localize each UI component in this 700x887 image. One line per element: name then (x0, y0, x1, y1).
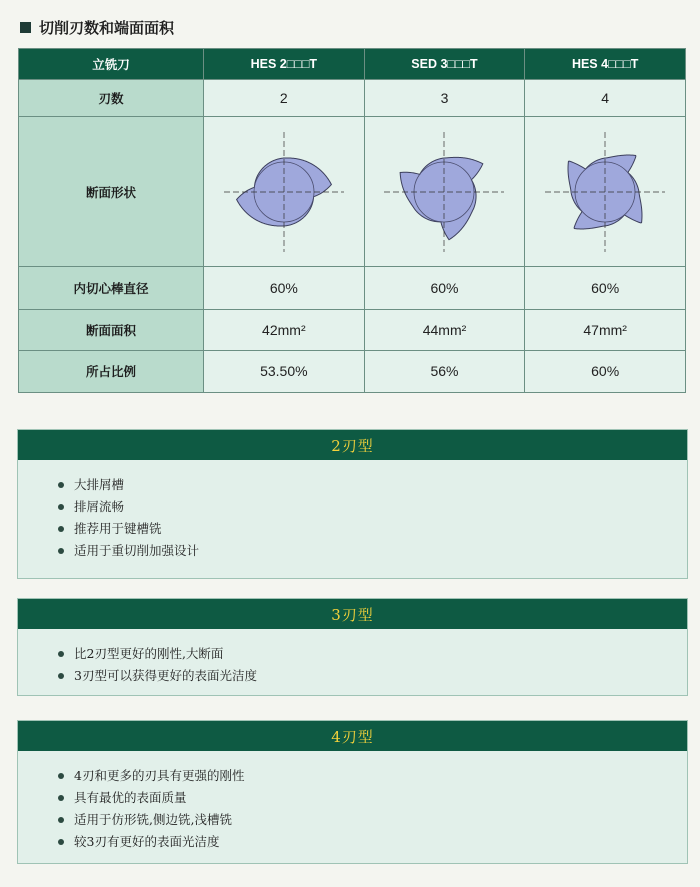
list-item: 适用于重切削加强设计 (58, 540, 687, 562)
flute-profile-shape (401, 157, 484, 239)
section-title-text: 切削刃数和端面面积 (39, 18, 175, 37)
list-item: 具有最优的表面质量 (58, 787, 687, 809)
edges-value: 3 (364, 80, 525, 117)
row-label-shape: 断面形状 (19, 117, 204, 267)
panel-title: 3刃型 (18, 599, 687, 629)
panel-4-flute (17, 720, 688, 864)
panel-title: 2刃型 (18, 430, 687, 460)
list-item: 较3刃有更好的表面光洁度 (58, 831, 687, 853)
edges-value: 4 (525, 80, 686, 117)
cross-section-2-flute-icon (219, 127, 349, 257)
core-value: 60% (204, 267, 365, 310)
cross-section-cell (525, 117, 686, 267)
table-row (19, 267, 686, 310)
table-row (19, 310, 686, 350)
core-value: 60% (525, 267, 686, 310)
area-value: 47mm² (525, 310, 686, 350)
area-value: 42mm² (204, 310, 365, 350)
list-item: 排屑流畅 (58, 496, 687, 518)
cross-section-cell (204, 117, 365, 267)
table-header-row (19, 49, 686, 80)
table-row (19, 350, 686, 392)
edges-value: 2 (204, 80, 365, 117)
feature-list (18, 460, 687, 562)
table-row (19, 117, 686, 267)
list-item: 大排屑槽 (58, 474, 687, 496)
row-label-area: 断面面积 (19, 310, 204, 350)
list-item: 4刃和更多的刃具有更强的刚性 (58, 765, 687, 787)
header-col-hes4: HES 4□□□T (525, 49, 686, 80)
ratio-value: 53.50% (204, 350, 365, 392)
comparison-table (18, 48, 686, 393)
list-item: 3刃型可以获得更好的表面光洁度 (58, 665, 687, 687)
row-label-ratio: 所占比例 (19, 350, 204, 392)
cross-section-cell (364, 117, 525, 267)
core-value: 60% (364, 267, 525, 310)
cross-section-3-flute-icon (379, 127, 509, 257)
ratio-value: 56% (364, 350, 525, 392)
table-row (19, 80, 686, 117)
ratio-value: 60% (525, 350, 686, 392)
list-item: 适用于仿形铣,侧边铣,浅槽铣 (58, 809, 687, 831)
list-item: 推荐用于键槽铣 (58, 518, 687, 540)
feature-list (18, 751, 687, 853)
row-label-edges: 刃数 (19, 80, 204, 117)
header-label: 立铣刀 (19, 49, 204, 80)
panel-3-flute (17, 598, 688, 696)
row-label-core: 内切心棒直径 (19, 267, 204, 310)
header-col-hes2: HES 2□□□T (204, 49, 365, 80)
list-item: 比2刃型更好的刚性,大断面 (58, 643, 687, 665)
section-title (20, 14, 174, 40)
feature-list (18, 629, 687, 687)
header-col-sed3: SED 3□□□T (364, 49, 525, 80)
panel-title: 4刃型 (18, 721, 687, 751)
cross-section-4-flute-icon (540, 127, 670, 257)
square-bullet-icon (20, 22, 31, 33)
area-value: 44mm² (364, 310, 525, 350)
panel-2-flute (17, 429, 688, 579)
